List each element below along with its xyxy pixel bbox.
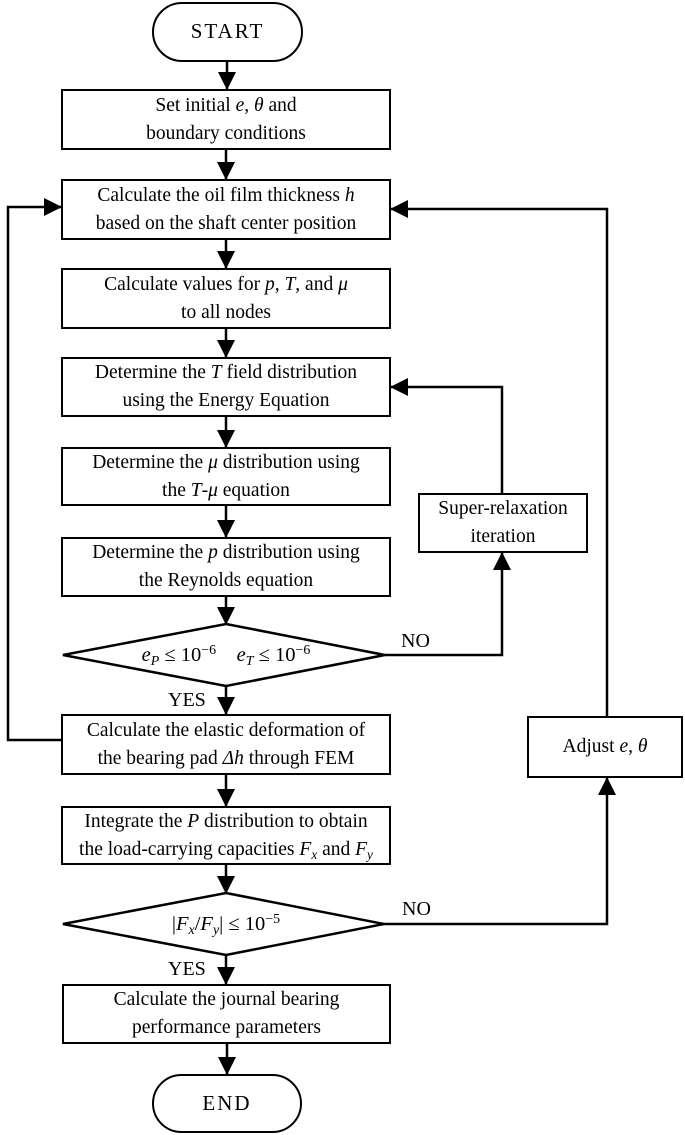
start-terminator: START <box>152 2 303 62</box>
integrate-load-capacity-box: Integrate the P distribution to obtain the load-carrying capacities $F_x$ and $F_y$ <box>61 806 391 865</box>
set-initial-conditions-box: Set initial e, θ and boundary conditions <box>61 89 391 150</box>
decision1-no-label: NO <box>401 630 430 652</box>
pressure-temp-decision-label: $e_P \le 10^{-6}$ $e_T \le 10^{-6}$ <box>141 642 311 669</box>
elastic-deformation-box: Calculate the elastic deformation of the bearing pad Δh through FEM <box>61 714 391 775</box>
decision1-yes-label: YES <box>168 689 206 711</box>
oil-film-thickness-box: Calculate the oil film thickness h based on the shaft center position <box>61 179 391 240</box>
force-ratio-decision-label: $|F_x/F_y| \le 10^{-5}$ <box>171 911 281 938</box>
super-relaxation-box: Super-relaxation iteration <box>418 493 588 553</box>
edge-elastic-feedback-to-film <box>8 207 61 740</box>
end-terminator: END <box>152 1074 302 1133</box>
decision2-no-label: NO <box>402 898 431 920</box>
mu-distribution-box: Determine the μ distribution using the T-μ equation <box>61 447 391 506</box>
p-distribution-box: Determine the p distribution using the Reynolds equation <box>61 537 391 597</box>
edge-superrelax-to-tfield <box>391 387 502 493</box>
t-field-distribution-box: Determine the T field distribution using the Energy Equation <box>61 357 391 417</box>
calc-node-values-box: Calculate values for p, T, and μ to all nodes <box>61 268 391 329</box>
performance-parameters-box: Calculate the journal bearing performance parameters <box>62 984 391 1044</box>
adjust-e-theta-box: Adjust e, θ <box>527 716 683 778</box>
decision2-yes-label: YES <box>168 958 206 980</box>
